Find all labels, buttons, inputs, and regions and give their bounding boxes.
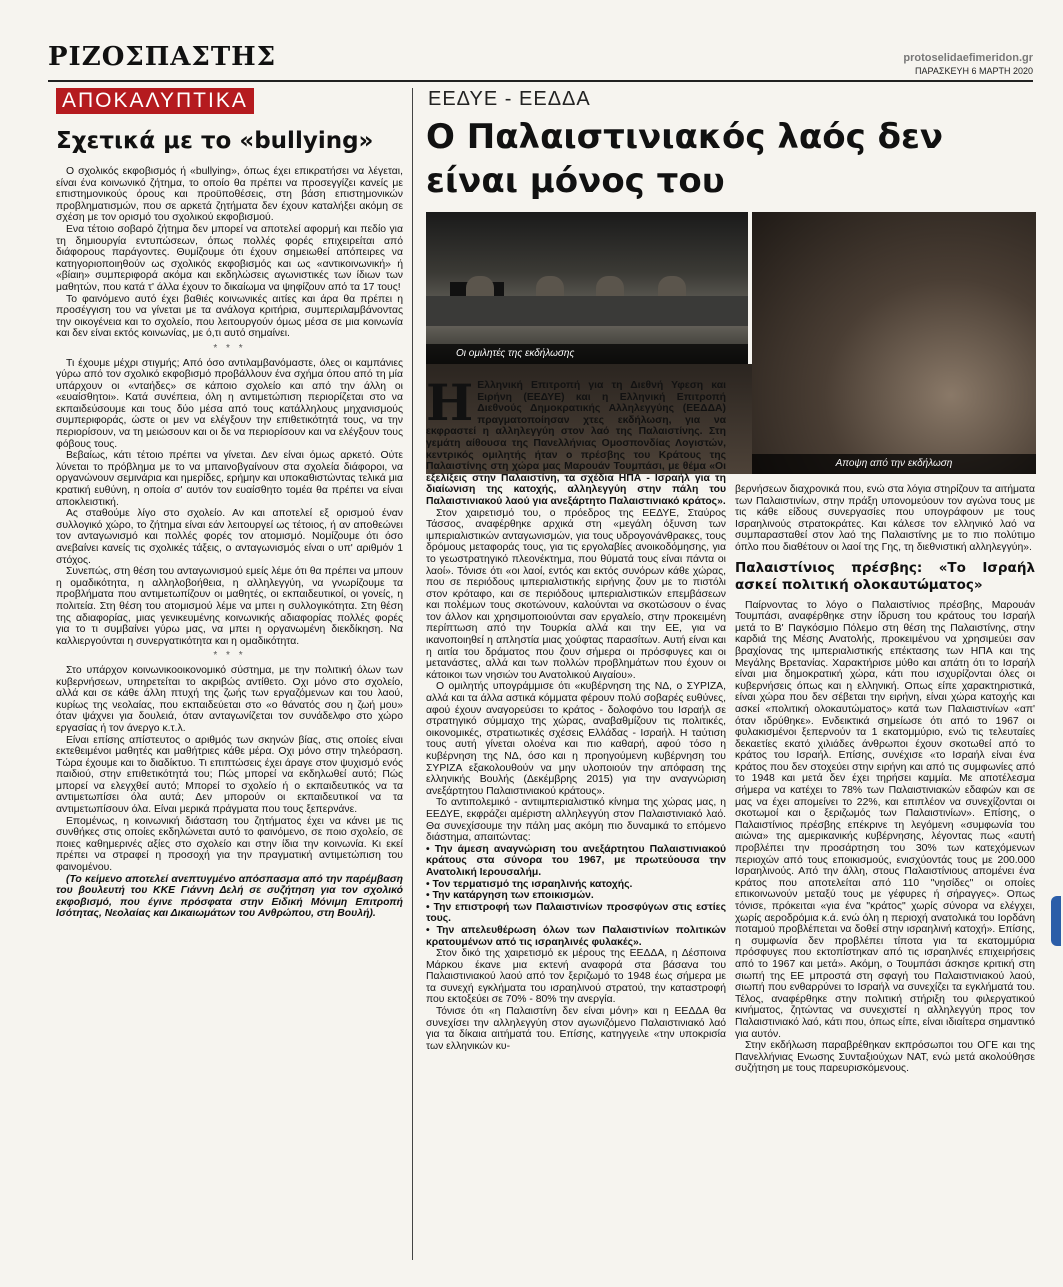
subheading: Παλαιστίνιος πρέσβης: «Το Ισραήλ ασκεί πολιτική ολοκαυτώματος» — [735, 559, 1035, 593]
left-para: Συνεπώς, στη θέση του ανταγωνισμού εμείς λέμε ότι θα πρέπει να μπουν η ομαδικότητα, η αλληλοβοήθεια, η αλληλεγγύη, να γνωρίζουμε τα προβλήματα που αντιμετωπίζουν οι μαθητές, οι εκπαιδευτικοί, οι γονείς, η πολιτεία. Στη θέση του ατομισμού λέμε να μπει η συλλογικότητα. Στη θέση της αδιαφορίας, μιας γενικευμένης κοινωνικής αδιαφορίας πολλές φορές για το τι συμβαίνει γύρω μας, να μπει η οργανωμένη διεκδίκηση. Να καλλιεργούνται η συνεργατικότητα και η ομαδικότητα. — [56, 566, 403, 647]
right-para: Στον χαιρετισμό του, ο πρόεδρος της ΕΕΔΥΕ, Σταύρος Τάσσος, αναφέρθηκε αρχικά στη «μεγάλη όξυνση των ιμπεριαλιστικών ανταγωνισμών, για τους υδρογονάνθρακες, τους δρόμους μεταφοράς τους, για τις εργολαβίες ανοικοδόμησης, για το γεωστρατηγικό πλεονέκτημα, που θύματά τους είναι πάντα οι λαοί». Τόνισε ότι «οι λαοί, εντός και εκτός συνόρων κάθε χώρας, που σε περιόδους ιμπεριαλιστικής ειρήνης ζουν με το πιστόλι στον κρόταφο, και σε περιόδους ιμπεριαλιστικών επεμβάσεων και πολέμων τους σκοτώνουν, καλούνται να σκοτώσουν ο ένας τον άλλον και χρησιμοποιούνται σαν εργαλείο, στην προκειμένη περίπτωση από την Τουρκία αλλά και την ΕΕ, για να ικανοποιηθεί η απληστία μιας χούφτας παρασίτων. Αυτή είναι και η αιτία του δράματος που ζουν σήμερα οι πρόσφυγες και οι μετανάστες, αλλά και των πολλών προβλημάτων που έχουν οι κάτοικοι των νησιών του Ανατολικού Αιγαίου». — [426, 507, 726, 681]
photo-caption: Οι ομιλητές της εκδήλωσης — [426, 344, 748, 364]
left-para-note: (Το κείμενο αποτελεί ανεπτυγμένο απόσπασμα από την παρέμβαση του βουλευτή του ΚΚΕ Γιάννη Δελή σε συζήτηση για τον σχολικό εκφοβισμό, που έγινε πρόσφατα στην Ειδική Μόνιμη Επιτροπή Ισότητας, Νεολαίας και Δικαιωμάτων του Ανθρώπου, στη Βουλή). — [56, 873, 403, 920]
lead-paragraph: Ελληνική Επιτροπή για τη Διεθνή Υφεση και Ειρήνη (ΕΕΔΥΕ) και η Ελληνική Επιτροπή Διεθνούς Δημοκρατικής Αλληλεγγύης (ΕΕΔΔΑ) πραγματοποίησαν χτες εκδήλωση, για να εκφραστεί η αλληλεγγύη στον λαό της Παλαιστίνης. Στη γεμάτη αίθουσα της Πανελλήνιας Ομοσπονδίας Λογιστών, κεντρικός ομιλητής ήταν ο πρέσβης του Κράτους της Παλαιστίνης στη χώρα μας Μαρουάν Τουμπάσι, με θέμα «Οι εξελίξεις στην Παλαιστίνη, τα σχέδια ΗΠΑ - Ισραήλ για τη διαίωνιση της κατοχής, αλληλεγγύη στην πάλη του Παλαιστινιακού λαού για ανεξάρτητο Παλαιστινιακό κράτος». — [426, 380, 726, 507]
left-headline: Σχετικά με το «bullying» — [56, 128, 374, 154]
right-para: Παίρνοντας το λόγο ο Παλαιστίνιος πρέσβης, Μαρουάν Τουμπάσι, αναφέρθηκε στην ίδρυση του κράτους του Ισραήλ μετά το Β' Παγκόσμιο Πόλεμο στη θέση της Παλαιστίνης, στην καρδιά της Μέσης Ανατολής, προκειμένου να χρησιμεύει σαν βραχίονας της ιμπεριαλιστικής επέκτασης των ΗΠΑ και της Μεγάλης Βρετανίας. Χαρακτήρισε μύθο και απάτη ότι το Ισραήλ είναι μια δημοκρατική χώρα, κάτι που ισχυρίζονται όλες οι κυβερνήσεις όπως και η ελληνική. Οπως είπε χαρακτηριστικά, είναι χώρα που δεν σέβεται την ειρήνη, είναι χώρα κατοχής και ασκεί «πολιτική ολοκαυτώματος» κατά των Παλαιστινίων «απ' όταν ιδρύθηκε». Ενδεικτικά σημείωσε ότι από το 1967 οι φυλακισμένοι ξεπερνούν τα 1 εκατομμύριο, ενώ τις τελευταίες δεκαετίες εκατό χιλιάδες άνθρωποι έχουν σκοτωθεί από το κράτος του Ισραήλ. Επίσης, συνέχισε «το Ισραήλ είναι ένα κράτος που δεν στοχεύει στην ειρήνη και από τις συμφωνίες από το 1948 και μετά δεν έχει τηρήσει καμμία. Με αποτέλεσμα σήμερα να κατέχει το 78% των Παλαιστινιακών εδαφών και σε μας να έχει απομείνει το 22%, και επιπλέον να συνεχίζονται οι σκοτωμοί και ο ξεριζωμός των Παλαιστινίων». Επίσης, ο Παλαιστίνιος πρέσβης επέκρινε τη λεγόμενη «συμφωνία του αιώνα» της αμερικανικής κυβέρνησης, λέγοντας πως «αυτή προβλέπει την προσάρτηση του 30% των κατεχόμενων περιοχών από τους εποικισμούς, ενισχύοντάς τους με 200.000 Ισραηλινούς. Από την άλλη, στους Παλαιστίνιους απομένει ένα κράτος που αποτελείται από 110 "νησίδες" οι οποίες επικοινωνούν μεταξύ τους με γέφυρες ή σήραγγες». Οπως τόνισε, πρόκειται «για ένα "κράτος" χωρίς σύνορα να ελέγχει, χωρίς αεροδρόμια κ.ά. ενώ όλη η περιοχή ανατολικά του Ιορδάνη ποταμού προβλέπεται να δοθεί στην ισραηλινή κατοχή». Επίσης, η συμφωνία δεν προβλέπει τίποτα για τα εκατομμύρια πρόσφυγες που εκτοπίστηκαν από τις ισραηλινές επιχειρήσεις από το 1967 και μετά». Ακόμη, ο Τουμπάσι άσκησε κριτική στη σιωπή της ΕΕ μπροστά στη σφαγή του Παλαιστινιακού λαού, σιωπή που ενθαρρύνει το Ισραήλ να συνεχίζει τα εγκλήματά του. Τέλος, αναφέρθηκε στην πολιτική στήριξη του φιλεργατικού κινήματος, ζητώντας να συνεχιστεί η αλληλεγγύη προς τον Παλαιστινιακό λαό, κάτι που, όπως είπε, είναι ιδιαίτερα σημαντικό για αυτόν. — [735, 599, 1035, 1040]
right-para: Στον δικό της χαιρετισμό εκ μέρους της ΕΕΔΔΑ, η Δέσποινα Μάρκου έκανε μια εκτενή αναφορά στα βάσανα του Παλαιστινιακού λαού από τον ξεριζωμό το 1948 έως σήμερα με τα συνεχή εγκλήματα του ισραηλινού στρατού, την καταστροφή που εκτοξεύει σε 70% - 80% την ανεργία. — [426, 948, 726, 1006]
left-para: Το φαινόμενο αυτό έχει βαθιές κοινωνικές αιτίες και άρα θα πρέπει η προσέγγιση του να γίνεται με τα ανάλογα κριτήρια, συμπεριλαμβάνοντας την οικογένεια και το σχολείο, που λειτουργούν όμως μέσα σε μια κοινωνία και δεν είναι εκτός κοινωνίας, με ό,τι αυτό σημαίνει. — [56, 293, 403, 340]
right-para: Στην εκδήλωση παραβρέθηκαν εκπρόσωποι του ΟΓΕ και της Πανελλήνιας Ενωσης Συνταξιούχων ΝΑΤ, ενώ μετά ακολούθησε συζήτηση με τους παρευρισκόμενους. — [735, 1040, 1035, 1075]
column-divider — [412, 88, 413, 1260]
left-para: Ενα τέτοιο σοβαρό ζήτημα δεν μπορεί να αποτελεί αφορμή και πεδίο για τη δημιουργία εντυπώσεων, όπως πολλές φορές επιχειρείται από διάφορους παράγοντες. Θυμίζουμε ότι έχουν σημειωθεί απόπειρες να κατηγοριοποιηθούν ως σχολικός εκφοβισμός και ως «αντικοινωνική» ή «βίαιη» συμπεριφορά ακόμα και εκδηλώσεις αγωνιστικές των ίδιων των μαθητών, που κατά τ' άλλα έχουν το δικαίωμα να ψηφίζουν από τα 17 τους! — [56, 223, 403, 293]
dropcap: Η — [426, 380, 474, 432]
right-col-1 — [426, 380, 726, 1260]
left-body — [56, 166, 403, 920]
issue-date: ΠΑΡΑΣΚΕΥΗ 6 ΜΑΡΤΗ 2020 — [915, 66, 1033, 76]
right-col-2 — [735, 484, 1035, 1260]
speakers-table — [426, 296, 748, 326]
left-para: Βεβαίως, κάτι τέτοιο πρέπει να γίνεται. Δεν είναι όμως αρκετό. Ούτε λύνεται το πρόβλημα με το να μπαινοβγαίνουν στα σχολεία διάφοροι, να οργανώνουν σεμινάρια και ημερίδες, ερήμην και υποκαθιστώντας τελικά μια κρατική ευθύνη, η οποία σ' αυτόν τον ευαίσθητο τομέα θα πρέπει να είναι αποκλειστική. — [56, 450, 403, 508]
left-para: Στο υπάρχον κοινωνικοοικονομικό σύστημα, με την πολιτική όλων των κυβερνήσεων, υπηρετείται το ακριβώς αντίθετο. Οχι μόνο στο σχολείο, αλλά και σε κάθε άλλη πτυχή της ζωής των εργαζόμενων και του λαού, κυρίως της νεολαίας, που εκπαιδεύεται στο «ο θάνατός σου η ζωή μου» όταν ψάχνει για δουλειά, όταν ανταγωνίζεται τον συνάδελφο στο χώρο εργασίας ή τον άνεργο κ.τ.λ. — [56, 664, 403, 734]
left-para: Ο σχολικός εκφοβισμός ή «bullying», όπως έχει επικρατήσει να λέγεται, είναι ένα κοινωνικό ζήτημα, το οποίο θα πρέπει να προσεγγίζει κανείς με επιστημονικούς όρους και προϋποθέσεις, στη βάση επιστημονικών προβληματισμών, που σε αρκετά ζητήματα δεν έχουν καταλήξει ακόμη σε σχέση με τον ορισμό του σχολικού εκφοβισμού. — [56, 166, 403, 224]
header-rule — [48, 80, 1033, 82]
demand-item: • Την κατάργηση των εποικισμών. — [426, 890, 594, 902]
right-para: Το αντιπολεμικό - αντιιμπεριαλιστικό κίνημα της χώρας μας, η ΕΕΔΥΕ, εκφράζει αμέριστη αλληλεγγύη στον Παλαιστινιακό λαό. Θα συνεχίσουμε την πάλη μας ακόμη πιο δυναμικά το επόμενο διάστημα, απαιτώντας: — [426, 797, 726, 844]
left-para: Τι έχουμε μέχρι στιγμής; Από όσο αντιλαμβανόμαστε, όλες οι καμπάνιες γύρω από τον σχολικό εκφοβισμό προβάλλουν ένα σχήμα όπου από τη μία υπάρχουν οι «νταήδες» σε κάποιο σχολείο και από την άλλη οι «ευαίσθητοι». Κατά συνέπεια, όλη η αντιμετώπιση περιορίζεται στο να εκπαιδεύσουμε και τους δύο μέσα από τους κατάλληλους μηχανισμούς συμπεριφοράς, ώστε οι μεν να ελέγξουν την επιθετικότητά τους, να την περιορίσουν, να τη μειώσουν και οι δε να περιορίσουν και να ελέγξουν τους φόβους τους. — [56, 357, 403, 450]
left-article — [48, 88, 403, 1263]
edge-tab-icon — [1051, 896, 1061, 946]
speakers-photo — [426, 212, 748, 364]
right-para: Τόνισε ότι «η Παλαιστίνη δεν είναι μόνη» και η ΕΕΔΔΑ θα συνεχίσει την αλληλεγγύη στον αγωνιζόμενο Παλαιστινιακό λαό για τα δίκαια αιτήματά του. Επίσης, κατηγγειλε «την υποκρισία των ελληνικών κυ- — [426, 1006, 726, 1052]
audience-photo — [752, 212, 1036, 474]
left-para: Ας σταθούμε λίγο στο σχολείο. Αν και αποτελεί εξ ορισμού έναν συλλογικό χώρο, το ζήτημα είναι εάν λειτουργεί ως τέτοιος, ή αν αποθεώνει τον ανταγωνισμό και πολλές φορές τον ατομισμό. Νομίζουμε ότι όσο ανεβαίνει κανείς τις σχολικές τάξεις, ο ανταγωνισμός είναι ο υπ' αριθμόν 1 στόχος. — [56, 508, 403, 566]
left-para: Επομένως, η κοινωνική διάσταση του ζητήματος έχει να κάνει με τις συνθήκες στις οποίες εκδηλώνεται αυτό το φαινόμενο, σε ποιο σχολείο, σε ποιες καθημερινές αξίες στο σχολείο και στην ίδια την κοινωνία. Κι εκεί πρέπει να στραφεί η προσοχή για την πραγματική αντιμετώπιση του φαινομένου. — [56, 815, 403, 874]
photo-caption: Αποψη από την εκδήλωση — [752, 454, 1036, 474]
continued-text: βερνήσεων διαχρονικά που, ενώ στα λόγια στηρίζουν τα αιτήματα των Παλαιστινίων, στην πράξη υπονομεύουν τον αγώνα τους με τις κάθε είδους συνεργασίες που υπογράφουν με τους Ισραηλινούς στρατοκράτες. Και κάλεσε τον ελληνικό λαό να συμπαρασταθεί στον λαό της Παλαιστίνης με το πιο πολύτιμο όπλο που διαθέτουν οι λαοί της Γης, τη διεθνιστική αλληλεγγύη». — [735, 484, 1035, 553]
section-separator: * * * — [213, 650, 246, 662]
masthead: ΡΙΖΟΣΠΑΣΤΗΣ — [48, 42, 277, 72]
right-kicker: ΕΕΔΥΕ - ΕΕΔΔΑ — [428, 88, 591, 110]
source-site: protoselidaefimeridon.gr — [903, 52, 1033, 64]
demand-item: • Την άμεση αναγνώριση του ανεξάρτητου Παλαιστινιακού κράτους στα σύνορα του 1967, με πρωτεύουσα την Ανατολική Ιερουσαλήμ. — [426, 843, 726, 878]
section-kicker: ΑΠΟΚΑΛΥΠΤΙΚΑ — [56, 88, 254, 114]
demand-item: • Την απελευθέρωση όλων των Παλαιστινίων πολιτικών κρατουμένων από τις ισραηλινές φυλακές». — [426, 924, 726, 948]
left-para: Είναι επίσης απίστευτος ο αριθμός των σκηνών βίας, στις οποίες είναι εκτεθειμένοι μαθητές και μαθήτριες κάθε μέρα. Οχι μόνο στην τηλεόραση. Τώρα έχουμε και το διαδίκτυο. Τι επιπτώσεις έχει άραγε στον ψυχισμό ενός παιδιού, στην επιθετικότητά του; Πώς μπορεί να εκδηλωθεί αυτό; Πώς μπορεί να ελεγχθεί αυτό; Μπορεί το σχολείο ή ο εκπαιδευτικός να τα αντιμετωπίσει όλα αυτά; Δεν μπορούν οι εκπαιδευτικοί να τα αντιμετωπίσουν όλα. Είναι μερικά πράγματα που τους ξεπερνάνε. — [56, 734, 403, 816]
demand-item: • Τον τερματισμό της ισραηλινής κατοχής. — [426, 878, 633, 890]
demand-item: • Την επιστροφή των Παλαιστινίων προσφύγων στις εστίες τους. — [426, 901, 726, 925]
section-separator: * * * — [213, 342, 246, 354]
right-para: Ο ομιλητής υπογράμμισε ότι «κυβέρνηση της ΝΔ, ο ΣΥΡΙΖΑ, αλλά και τα άλλα αστικά κόμματα φέρουν πολύ σοβαρές ευθύνες, αφού έχουν αναγορεύσει το κράτος - δολοφόνο του Ισραήλ σε στρατηγικό σύμμαχο της χώρας, αναβαθμίζουν τις πολιτικές, οικονομικές, στρατιωτικές σχέσεις Ελλάδας - Ισραήλ. Η ταύτιση τους αυτή γίνεται ολοένα και πιο καθαρή, αφού τόσο η κυβέρνηση της ΝΔ, όσο και η προηγούμενη κυβέρνηση του ΣΥΡΙΖΑ εξακολουθούν να μην υλοποιούν την απόφαση της ελληνικής Βουλής (Δεκέμβρης 2015) για την αναγνώριση ανεξάρτητου Παλαιστινιακού κράτους». — [426, 681, 726, 797]
right-headline: Ο Παλαιστινιακός λαός δεν είναι μόνος του — [426, 117, 944, 201]
